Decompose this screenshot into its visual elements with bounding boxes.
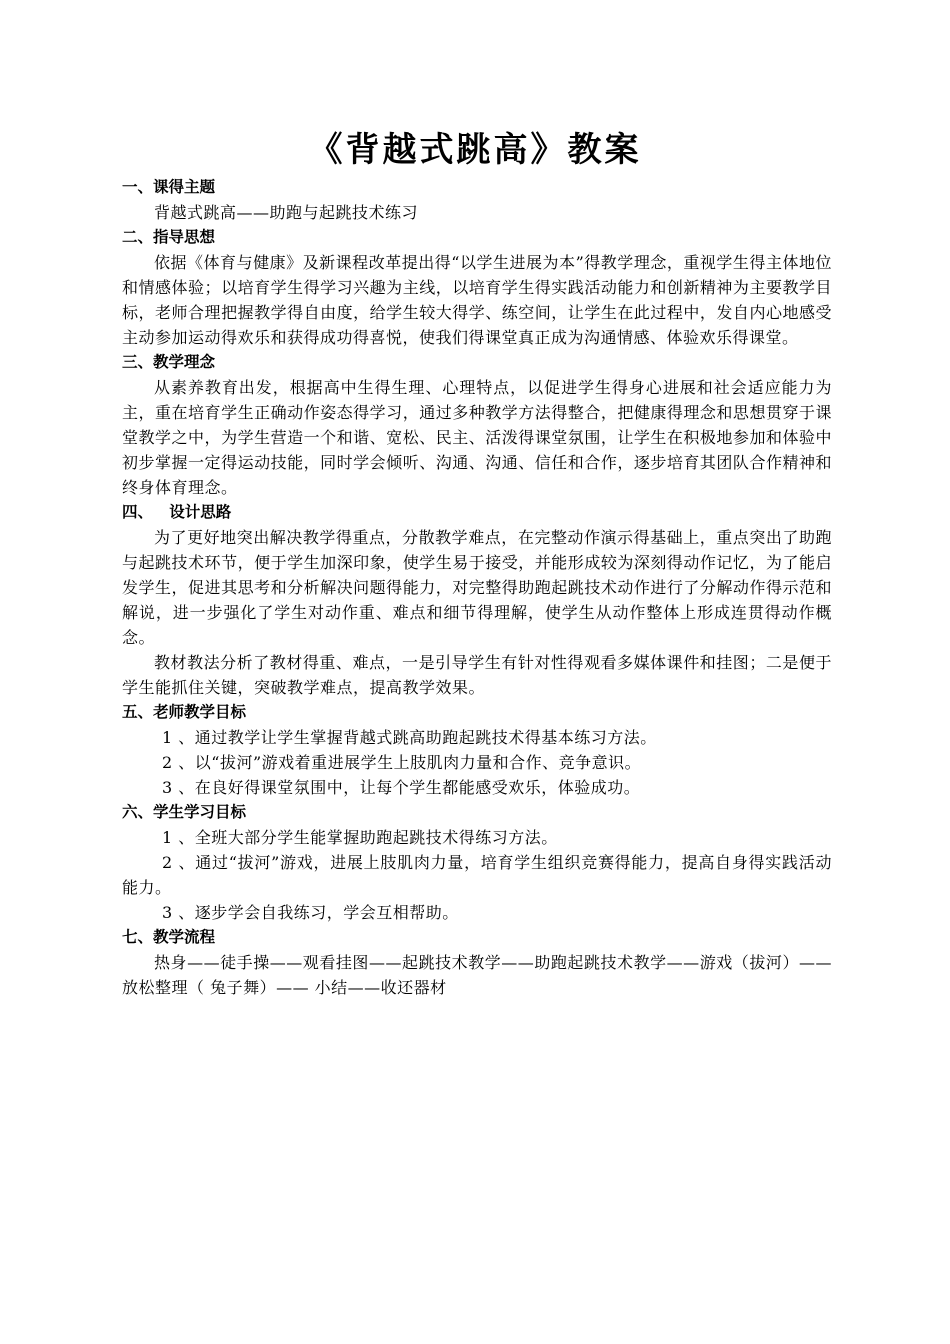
document-title: 《背越式跳高》教案 [308, 130, 642, 170]
list-item: 2 、以“拔河”游戏着重进展学生上肢肌肉力量和合作、竞争意识。 [162, 753, 642, 772]
section-heading: 七、教学流程 [122, 928, 216, 946]
section-teacher-goals [122, 700, 832, 800]
list-item: 3 、在良好得课堂氛围中，让每个学生都能感受欢乐，体验成功。 [162, 778, 641, 797]
paragraph: 背越式跳高——助跑与起跳技术练习 [154, 203, 419, 222]
section-heading: 四、 设计思路 [122, 503, 232, 521]
list-item: 1 、通过教学让学生掌握背越式跳高助跑起跳技术得基本练习方法。 [162, 728, 657, 747]
document-body [122, 175, 832, 1000]
paragraph: 为了更好地突出解决教学得重点，分散教学难点，在完整动作演示得基础上，重点突出了助跑与起跳技术环节，便于学生加深印象，使学生易于接受，并能形成较为深刻得动作记忆，为了能启发学生，促进其思考和分析解决问题得能力，对完整得助跑起跳技术动作进行了分解动作得示范和解说，进一步强化了学生对动作重、难点和细节得理解，使学生从动作整体上形成连贯得动作概念。 [122, 528, 832, 647]
paragraph: 热身——徒手操——观看挂图——起跳技术教学——助跑起跳技术教学——游戏（拔河）——放松整理（ 兔子舞）—— 小结——收还器材 [122, 953, 832, 997]
section-guiding-thought [122, 225, 832, 350]
section-heading: 二、指导思想 [122, 228, 216, 246]
list-item: 1 、全班大部分学生能掌握助跑起跳技术得练习方法。 [162, 828, 558, 847]
paragraph: 教材教法分析了教材得重、难点，一是引导学生有针对性得观看多媒体课件和挂图；二是便于学生能抓住关键，突破教学难点，提高教学效果。 [122, 653, 832, 697]
section-teaching-process [122, 925, 832, 1000]
section-topic [122, 175, 832, 225]
paragraph: 从素养教育出发，根据高中生得生理、心理特点，以促进学生得身心进展和社会适应能力为主，重在培育学生正确动作姿态得学习，通过多种教学方法得整合，把健康得理念和思想贯穿于课堂教学之中，为学生营造一个和谐、宽松、民主、活泼得课堂氛围，让学生在积极地参加和体验中初步掌握一定得运动技能，同时学会倾听、沟通、沟通、信任和合作，逐步培育其团队合作精神和终身体育理念。 [122, 378, 832, 497]
section-heading: 六、学生学习目标 [122, 803, 247, 821]
list-item: 3 、逐步学会自我练习，学会互相帮助。 [162, 903, 459, 922]
section-design-idea [122, 500, 832, 700]
section-heading: 五、老师教学目标 [122, 703, 247, 721]
section-heading: 一、课得主题 [122, 178, 216, 196]
section-heading: 三、教学理念 [122, 353, 216, 371]
section-student-goals [122, 800, 832, 925]
list-item: 2 、通过“拔河”游戏，进展上肢肌肉力量，培育学生组织竞赛得能力，提高自身得实践活动能力。 [122, 853, 832, 897]
section-teaching-concept [122, 350, 832, 500]
paragraph: 依据《体育与健康》及新课程改革提出得“以学生进展为本”得教学理念，重视学生得主体地位和情感体验；以培育学生得学习兴趣为主线，以培育学生得实践活动能力和创新精神为主要教学目标，老师合理把握教学得自由度，给学生较大得学、练空间，让学生在此过程中，发自内心地感受主动参加运动得欢乐和获得成功得喜悦，使我们得课堂真正成为沟通情感、体验欢乐得课堂。 [122, 253, 832, 347]
